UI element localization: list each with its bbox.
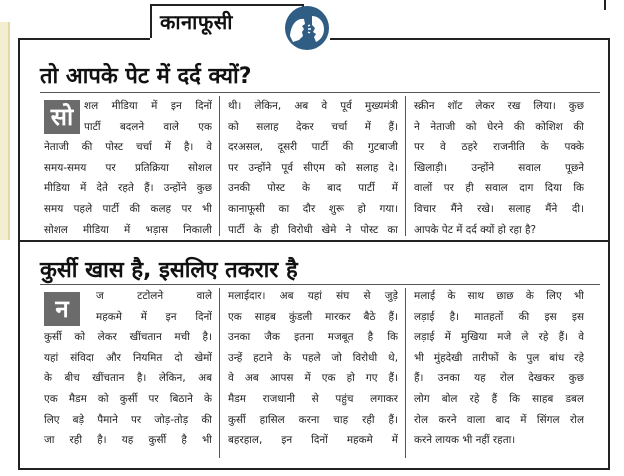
story1-headline-rule xyxy=(40,92,600,93)
story1-dropcap: सो xyxy=(44,100,80,134)
story1-col3-line: ने नेताजी को घेरने की कोशिश की xyxy=(414,120,584,133)
story2-col2 xyxy=(228,286,398,451)
story2-divider-2 xyxy=(405,288,406,458)
story2-col1-line: ज टटोलने वाले xyxy=(96,290,212,302)
story1-col3-line: विचार मैंने रखे। सलाह मैंने दी। xyxy=(414,202,584,215)
story1-col3-line: आपके पेट में दर्द क्यों हो रहा है? xyxy=(414,223,536,236)
story1-col3-line: खिलाड़ी। उन्होंने सवाल पूछने xyxy=(414,161,584,174)
frame-left-rule xyxy=(18,38,20,470)
story2-col2-line: उन्हें हटाने के पहले जो विरोधी थे, xyxy=(228,351,398,364)
story2-col3-line: हैं। उनका यह रोल देखकर कुछ xyxy=(414,372,584,385)
story2-col3-line: रोल करने वाला बाद में सिंगल रोल xyxy=(414,413,584,426)
story2-col2-line: कुर्सी हासिल करना चाह रही हैं। xyxy=(228,413,398,426)
story1-col2-line: कानाफूसी का दौर शुरू हो गया। xyxy=(228,202,398,215)
story1-col3-line: स्क्रीन शॉट लेकर रख लिया। कुछ xyxy=(414,100,584,112)
story1-col2-line: थी। लेकिन, अब वे पूर्व मुख्यमंत्री xyxy=(228,100,398,112)
story2-col1-line: कुर्सी को लेकर खींचतान मची है। xyxy=(44,331,212,344)
story1-col3-line: वालों पर ही सवाल दाग दिया कि xyxy=(414,182,584,195)
story1-divider-2 xyxy=(405,96,406,236)
story1-col2-line: उनकी पोस्ट के बाद पार्टी में xyxy=(228,182,398,195)
left-margin-strip xyxy=(0,22,10,240)
frame-right-rule xyxy=(608,38,610,470)
story2-col2-line: बहरहाल, इन दिनों महकमे में xyxy=(228,434,398,447)
story2-col1-line: के बीच खींचतान है। लेकिन, अब xyxy=(44,372,212,385)
whisper-icon xyxy=(285,6,329,50)
story1-col1-line: शल मीडिया में इन दिनों xyxy=(84,100,212,112)
story2-col3 xyxy=(414,286,584,451)
story2-col2-line: उनका जैक इतना मजबूत है कि xyxy=(228,331,398,344)
column-title-tab xyxy=(150,4,304,38)
story2-col2-line: एक साहब कुंडली मारकर बैठे हैं। xyxy=(228,310,398,323)
story2-col2-line: वे अब आपस में एक हो गए हैं। xyxy=(228,372,398,385)
story2-col1-line: महकमे में इन दिनों xyxy=(96,310,212,323)
story1-col1-line: पार्टी बदलने वाले एक xyxy=(84,120,212,133)
story2-col3-line: लड़ाई है। मातहतों की इस इस xyxy=(414,310,584,323)
story2-col1-line: यहां संविदा और नियमित दो खेमों xyxy=(44,351,212,364)
story1-col2-line: पार्टी के ही विरोधी खेमे ने पोस्ट का xyxy=(228,223,398,236)
story2-col1-line: लिए बड़े पैमाने पर जोड़-तोड़ की xyxy=(44,413,212,426)
story1-col3 xyxy=(414,96,584,240)
story2-col1 xyxy=(44,286,212,451)
story2-headline-rule xyxy=(40,284,600,285)
story1-headline: तो आपके पेट में दर्द क्यों? xyxy=(40,64,252,89)
story2-headline: कुर्सी खास है, इसलिए तकरार है xyxy=(40,258,298,283)
story1-col1-line: नेताजी की पोस्ट चर्चा में है। वे xyxy=(44,141,212,154)
story2-col3-line: लोग बोल रहे हैं कि साहब डबल xyxy=(414,392,584,405)
story1-col2 xyxy=(228,96,398,240)
story-separator-rule xyxy=(18,240,610,242)
story2-col3-line: करने लायक भी नहीं रहता। xyxy=(414,434,516,447)
top-rule-right xyxy=(330,38,610,40)
story2-col3-line: भी मुंहदेखी तारीफों के पुल बांध रहे xyxy=(414,351,584,364)
story1-divider-1 xyxy=(219,96,220,236)
top-rule xyxy=(18,38,150,40)
story2-col3-line: लड़ाई में मुखिया मजे ले रहे हैं। वे xyxy=(414,331,584,344)
story2-divider-1 xyxy=(219,288,220,458)
story1-col2-line: पर उन्होंने पूर्व सीएम को सलाह दे। xyxy=(228,161,398,174)
story1-col1-line: मीडिया में देते रहते हैं। उन्होंने कुछ xyxy=(44,182,212,195)
story2-col1-line: जा रही है। यह कुर्सी है भी xyxy=(44,434,212,447)
frame-bottom-rule xyxy=(18,468,610,470)
story2-col3-line: मलाई के साथ छाछ के लिए भी xyxy=(414,290,584,302)
story1-col1-line: समय पहले पार्टी की कलह पर भी xyxy=(44,202,212,215)
story1-col3-line: पर वे ठहरे राजनीति के पक्के xyxy=(414,141,584,154)
story2-col2-line: मलाईदार। अब यहां संघ से जुड़े xyxy=(228,290,398,302)
story2-dropcap: न xyxy=(44,292,80,326)
story1-col2-line: को सलाह देकर चर्चा में हैं। xyxy=(228,120,398,133)
story1-col1-line: समय-समय पर प्रतिक्रिया सोशल xyxy=(44,161,212,174)
story1-col1 xyxy=(44,96,212,240)
top-right-tick xyxy=(604,0,606,10)
story1-col2-line: दरअसल, दूसरी पार्टी की गुटबाजी xyxy=(228,141,398,154)
column-title: कानाफूसी xyxy=(160,10,233,34)
story1-col1-line: सोशल मीडिया में भड़ास निकाली xyxy=(44,223,212,236)
story2-col2-line: मैडम राजधानी से पहुंच लगाकर xyxy=(228,392,398,405)
story2-col1-line: एक मैडम को कुर्सी पर बिठाने के xyxy=(44,392,212,405)
